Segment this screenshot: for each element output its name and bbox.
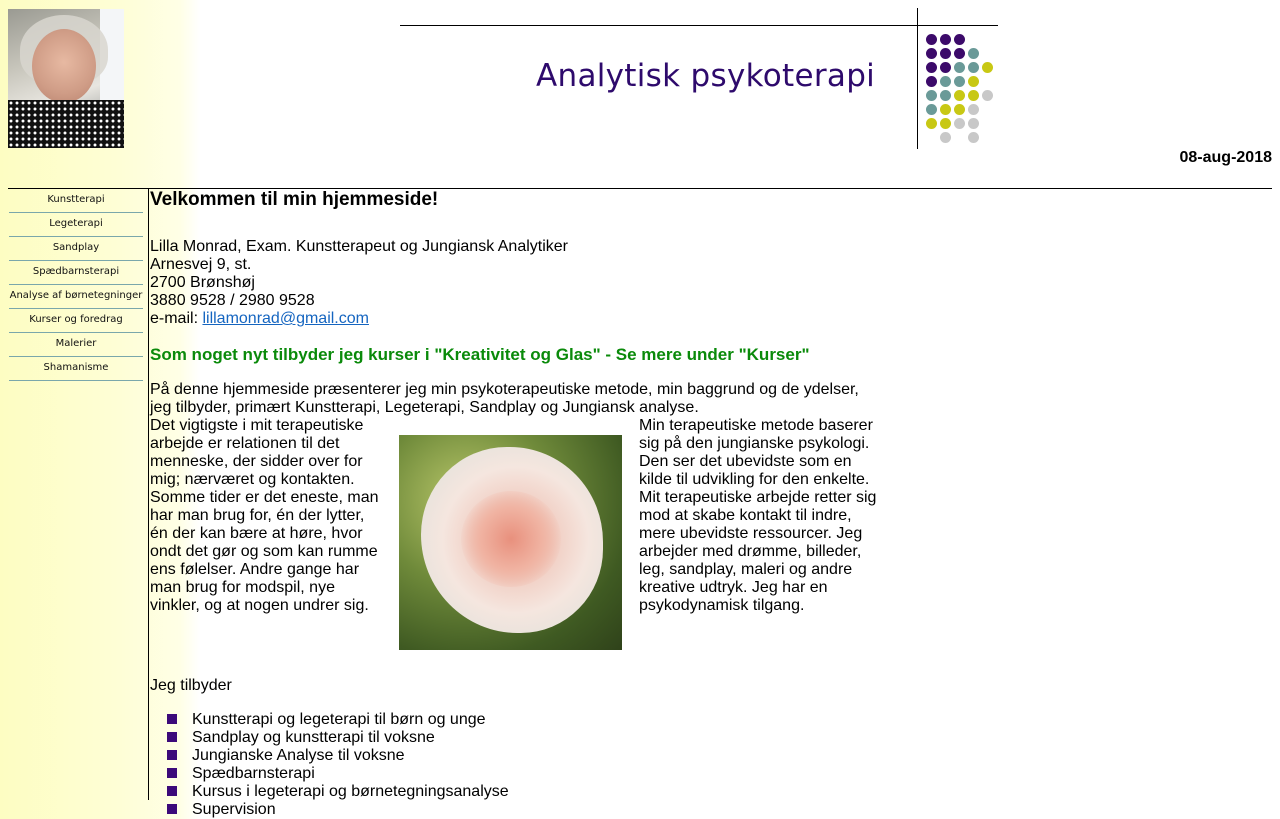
logo-dot xyxy=(940,118,951,129)
offer-label: Sandplay og kunstterapi til voksne xyxy=(192,729,435,746)
rose-image xyxy=(399,435,622,650)
contact-street: Arnesvej 9, st. xyxy=(150,256,252,273)
logo-dot xyxy=(926,118,937,129)
offers-list xyxy=(150,711,880,819)
main-content xyxy=(150,189,880,819)
banner-rule-horizontal xyxy=(400,25,998,26)
logo-dot xyxy=(954,34,965,45)
contact-email-label: e-mail: xyxy=(150,310,203,327)
two-column-section xyxy=(150,417,880,669)
logo-dot xyxy=(940,48,951,59)
logo-dot xyxy=(968,76,979,87)
nav-item-legeterapi[interactable]: Legeterapi xyxy=(9,214,143,237)
logo-dot xyxy=(926,62,937,73)
page-date: 08-aug-2018 xyxy=(1179,149,1272,166)
banner-rule-vertical xyxy=(917,8,918,149)
logo-dot xyxy=(926,104,937,115)
nav-item-kunstterapi[interactable]: Kunstterapi xyxy=(9,190,143,213)
list-item xyxy=(150,783,880,801)
nav-item-shamanisme[interactable]: Shamanisme xyxy=(9,358,143,381)
nav-item-malerier[interactable]: Malerier xyxy=(9,334,143,357)
rose-center xyxy=(461,491,561,587)
logo-dot xyxy=(954,62,965,73)
nav-item-spaedbarnsterapi[interactable]: Spædbarnsterapi xyxy=(9,262,143,285)
page-title: Velkommen til min hjemmeside! xyxy=(150,189,439,210)
portrait-photo xyxy=(8,9,124,148)
sidebar-divider xyxy=(148,188,149,800)
logo-dot xyxy=(968,132,979,143)
sidebar-nav xyxy=(9,190,143,382)
list-item xyxy=(150,765,880,783)
logo-dot xyxy=(926,48,937,59)
list-item xyxy=(150,711,880,729)
bullet-square-icon xyxy=(167,714,177,724)
logo-dot xyxy=(968,118,979,129)
logo-dot xyxy=(982,90,993,101)
nav-item-kurser-foredrag[interactable]: Kurser og foredrag xyxy=(9,310,143,333)
offer-label: Spædbarnsterapi xyxy=(192,765,315,782)
dot-pattern-logo xyxy=(926,34,998,146)
bullet-square-icon xyxy=(167,786,177,796)
list-item xyxy=(150,729,880,747)
logo-dot xyxy=(940,90,951,101)
logo-dot xyxy=(982,62,993,73)
logo-dot xyxy=(968,62,979,73)
offer-label: Kunstterapi og legeterapi til børn og unge xyxy=(192,711,486,728)
logo-dot xyxy=(940,76,951,87)
contact-city: 2700 Brønshøj xyxy=(150,274,255,291)
method-text: Min terapeutiske metode baserer sig på den jungianske psykologi. Den ser det ubevidste som en kilde til udvikling for den enkelte. Mit terapeutiske arbejde retter sig mod at skabe kontakt til indre, mere ubevidste ressourcer. Jeg arbejder med drømme, billeder, leg, sandplay, maleri og andre kreative udtryk. Jeg har en psykodynamisk tilgang. xyxy=(639,417,877,614)
offer-label: Kursus i legeterapi og børnetegningsanalyse xyxy=(192,783,509,800)
email-link[interactable]: lillamonrad@gmail.com xyxy=(202,310,369,327)
logo-dot xyxy=(968,104,979,115)
logo-dot xyxy=(968,90,979,101)
list-item xyxy=(150,801,880,819)
contact-block xyxy=(150,238,880,328)
logo-dot xyxy=(954,118,965,129)
logo-dot xyxy=(940,132,951,143)
bullet-square-icon xyxy=(167,732,177,742)
logo-dot xyxy=(968,48,979,59)
relation-text: Det vigtigste i mit terapeutiske arbejde er relationen til det menneske, der sidder over for mig; nærværet og kontakten. Somme tider er det eneste, man har man brug for, én der lytter, én der kan bære at høre, hvor ondt det gør og som kan rumme ens følelser. Andre gange har man brug for modspil, nye vinkler, og at nogen undrer sig. xyxy=(150,417,379,614)
logo-dot xyxy=(926,34,937,45)
list-item xyxy=(150,747,880,765)
offers-heading: Jeg tilbyder xyxy=(150,677,232,694)
intro-text: På denne hjemmeside præsenterer jeg min psykoterapeutiske metode, min baggrund og de ydelser, jeg tilbyder, primært Kunstterapi, Legeterapi, Sandplay og Jungiansk analyse. xyxy=(150,381,859,416)
news-announcement: Som noget nyt tilbyder jeg kurser i "Kreativitet og Glas" - Se mere under "Kurser" xyxy=(150,345,810,364)
banner-title: Analytisk psykoterapi xyxy=(536,58,876,94)
offer-label: Jungianske Analyse til voksne xyxy=(192,747,405,764)
logo-dot xyxy=(954,76,965,87)
logo-dot xyxy=(954,48,965,59)
portrait-face xyxy=(32,29,96,103)
bullet-square-icon xyxy=(167,750,177,760)
logo-dot xyxy=(954,90,965,101)
logo-dot xyxy=(940,62,951,73)
nav-item-analyse-boernetegninger[interactable]: Analyse af børnetegninger xyxy=(9,286,143,309)
logo-dot xyxy=(926,90,937,101)
logo-dot xyxy=(954,104,965,115)
offer-label: Supervision xyxy=(192,801,276,818)
contact-email-row xyxy=(150,310,880,328)
logo-dot xyxy=(926,76,937,87)
bullet-square-icon xyxy=(167,804,177,814)
contact-name: Lilla Monrad, Exam. Kunstterapeut og Jungiansk Analytiker xyxy=(150,238,569,255)
bullet-square-icon xyxy=(167,768,177,778)
nav-item-sandplay[interactable]: Sandplay xyxy=(9,238,143,261)
logo-dot xyxy=(940,104,951,115)
portrait-dress xyxy=(8,100,124,148)
contact-phone: 3880 9528 / 2980 9528 xyxy=(150,292,315,309)
logo-dot xyxy=(940,34,951,45)
